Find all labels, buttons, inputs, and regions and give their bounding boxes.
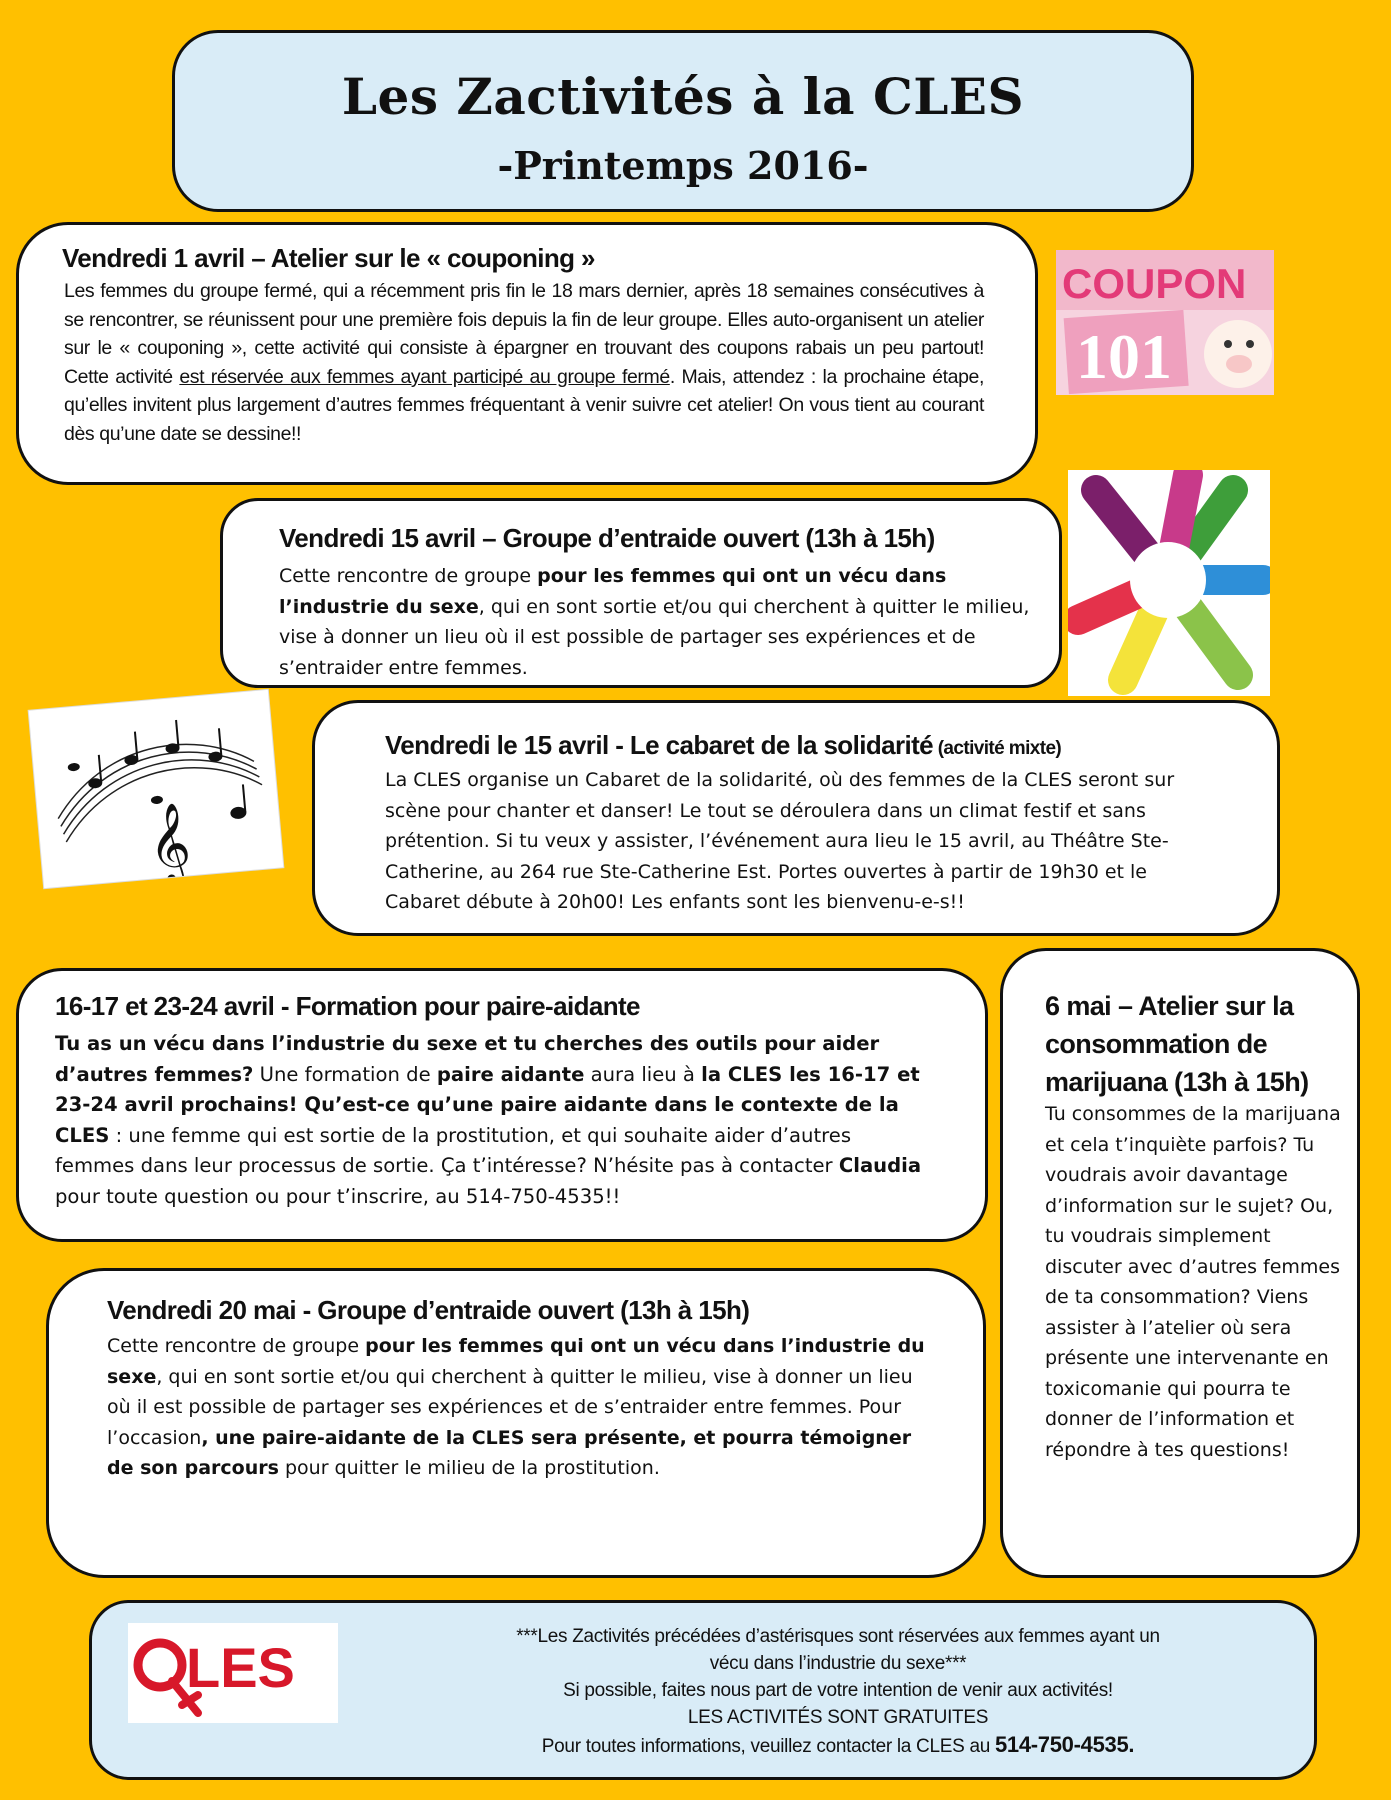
footer-banner (89, 1600, 1317, 1780)
coupon-number: 101 (1076, 321, 1172, 392)
coupon-word: COUPON (1062, 260, 1247, 307)
cles-logo-image (128, 1623, 338, 1723)
formation-section (16, 968, 988, 1242)
title-banner (172, 30, 1194, 212)
footer-asterisk-note: ***Les Zactivités précédées d’astérisques sont réservées aux femmes ayant un vécu dans l’industrie du sexe*** (516, 1626, 1160, 1674)
entraide-mai-heading: Vendredi 20 mai - Groupe d’entraide ouvert (13h à 15h) (107, 1295, 750, 1325)
cabaret-heading: Vendredi le 15 avril - Le cabaret de la solidarité (activité mixte) (385, 730, 1062, 760)
page-subtitle: -Printemps 2016- (497, 143, 869, 188)
couponing-heading: Vendredi 1 avril – Atelier sur le « couponing » (62, 243, 595, 273)
coupon-image (1056, 250, 1274, 395)
couponing-text: Les femmes du groupe fermé, qui a récemment pris fin le 18 mars dernier, après 18 semaines consécutives à se rencontrer, se réunissent pour une première fois depuis la fin de leur groupe. Elles auto-organisent un atelier sur le « couponing », cette activité qui consiste à épargner en trouvant des coupons rabais un peu partout! Cette activité est réservée aux femmes ayant participé au groupe fermé. Mais, attendez : la prochaine étape, qu’elles invitent plus largement d’autres femmes fréquentant à venir suivre cet atelier! On vous tient au courant dès qu’une date se dessine!! (64, 280, 984, 445)
entraide-mai-section (46, 1268, 986, 1578)
marijuana-text: Tu consommes de la marijuana et cela t’inquiète parfois? Tu voudrais avoir davantage d’information sur le sujet? Ou, tu voudrais simplement discuter avec d’autres femmes de ta consommation? Viens assister à l’atelier où sera présente une intervenante en toxicomanie qui pourra te donner de l’information et répondre à tes questions! (1045, 1103, 1341, 1461)
formation-heading: 16-17 et 23-24 avril - Formation pour paire-aidante (55, 991, 640, 1021)
footer-free: LES ACTIVITÉS SONT GRATUITES (687, 1707, 989, 1728)
entraide-avril-heading: Vendredi 15 avril – Groupe d’entraide ouvert (13h à 15h) (279, 523, 935, 553)
couponing-restriction: est réservée aux femmes ayant participé au groupe fermé (179, 365, 670, 388)
contact-name: Claudia (838, 1154, 922, 1177)
footer-contact: Pour toutes informations, veuillez contacter la CLES au 514-750-4535. (541, 1732, 1135, 1757)
cabaret-section (312, 700, 1280, 936)
couponing-section (16, 222, 1038, 485)
hands-circle-image (1068, 470, 1270, 696)
footer-rsvp: Si possible, faites nous part de votre intention de venir aux activités! (563, 1680, 1113, 1701)
entraide-avril-section (220, 498, 1062, 688)
cabaret-text: La CLES organise un Cabaret de la solidarité, où des femmes de la CLES seront sur scène pour chanter et danser! Le tout se déroulera dans un climat festif et sans prétention. Si tu veux y assister, l’événement aura lieu le 15 avril, au Théâtre Ste-Catherine, au 264 rue Ste-Catherine Est. Portes ouvertes à partir de 19h30 et le Cabaret débute à 20h00! Les enfants sont les bienvenu-e-s!! (385, 769, 1175, 913)
footer-text (372, 1623, 1304, 1760)
svg-text:𝄞: 𝄞 (145, 800, 194, 886)
cles-logo-text: LES (186, 1636, 295, 1699)
formation-text: Tu as un vécu dans l’industrie du sexe et tu cherches des outils pour aider d’autres femmes? Une formation de paire aidante aura lieu à la CLES les 16-17 et 23-24 avril prochains! Qu’est-ce qu’une paire aidante dans le contexte de la CLES : une femme qui est sortie de la prostitution, et qui souhaite aider d’autres femmes dans leur processus de sortie. Ça t’intéresse? N’hésite pas à contacter Claudia pour toute question ou pour t’inscrire, au 514-750-4535!! (55, 1032, 922, 1208)
footer-phone: 514-750-4535. (994, 1732, 1135, 1757)
music-notes-image (29, 690, 284, 888)
marijuana-section (1000, 948, 1360, 1578)
marijuana-heading: 6 mai – Atelier sur la consommation de marijuana (13h à 15h) (1045, 991, 1309, 1097)
entraide-avril-text: Cette rencontre de groupe pour les femmes qui ont un vécu dans l’industrie du sexe, qui en sont sortie et/ou qui cherchent à quitter le milieu, vise à donner un lieu où il est possible de partager ses expériences et de s’entraider entre femmes. (279, 565, 1030, 679)
entraide-mai-text: Cette rencontre de groupe pour les femmes qui ont un vécu dans l’industrie du sexe, qui en sont sortie et/ou qui cherchent à quitter le milieu, vise à donner un lieu où il est possible de partager ses expériences et de s’entraider entre femmes. Pour l’occasion, une paire-aidante de la CLES sera présente, et pourra témoigner de son parcours pour quitter le milieu de la prostitution. (107, 1335, 925, 1479)
page-title: Les Zactivités à la CLES (341, 67, 1025, 126)
